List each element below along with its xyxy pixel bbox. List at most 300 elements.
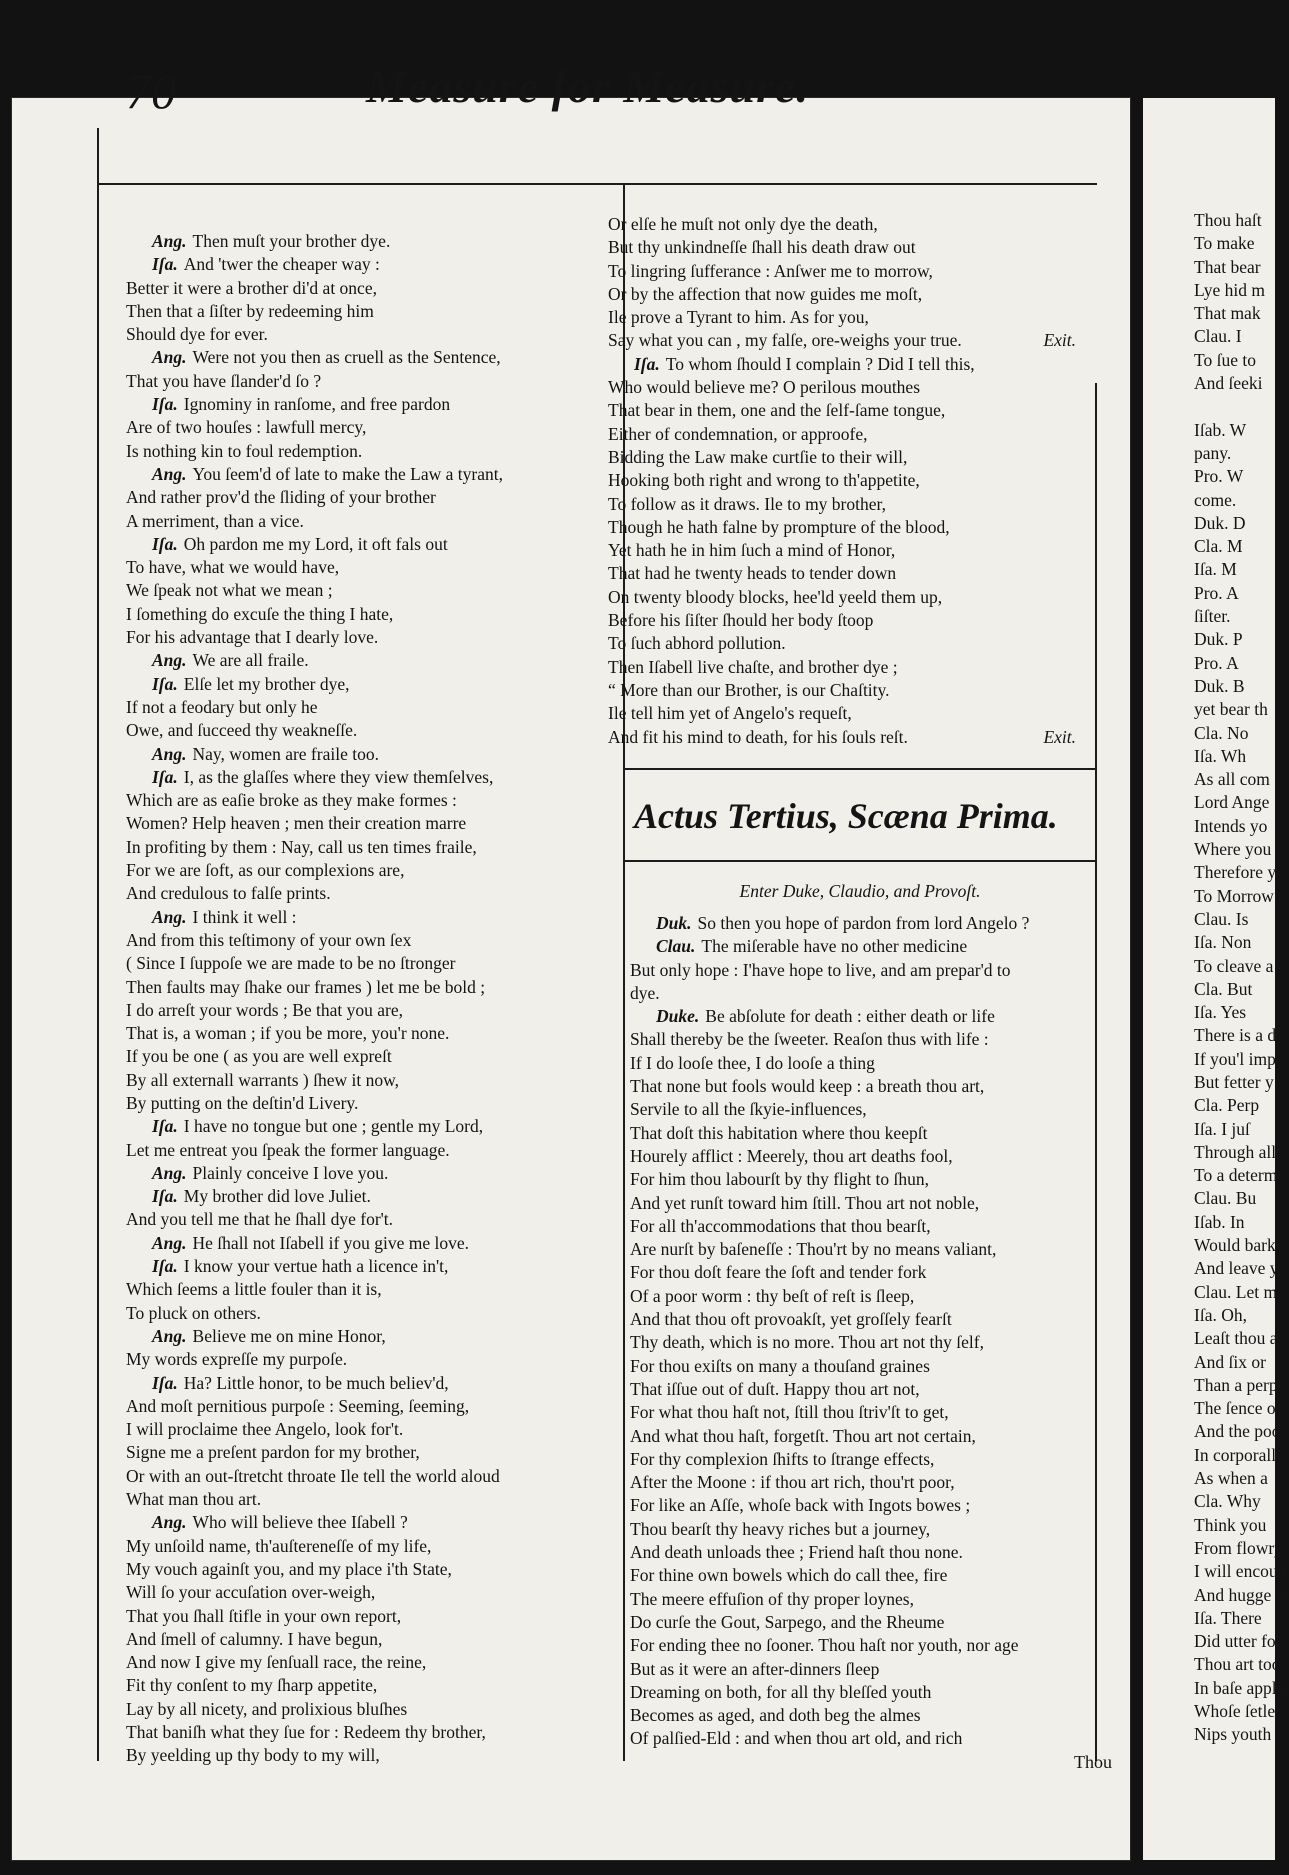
fragment-line: But fetter y	[1194, 1071, 1274, 1092]
line-text: I know your vertue hath a licence in't,	[183, 1256, 449, 1277]
text-line	[126, 1698, 503, 1721]
text-line	[126, 1232, 503, 1255]
text-line	[608, 213, 1076, 236]
catchword: Thou	[1074, 1752, 1112, 1772]
column-left	[126, 230, 503, 1768]
line-text: I have no tongue but one ; gentle my Lord,	[183, 1116, 484, 1137]
column-right-top	[608, 213, 1076, 749]
line-text: Or elſe he muſt not only dye the death,	[608, 214, 878, 234]
text-line	[630, 1658, 1100, 1681]
line-text: And rather prov'd the ſliding of your brother	[126, 487, 436, 508]
line-text: I, as the glaſſes where they view themſelves,	[183, 766, 494, 787]
text-line	[126, 1465, 503, 1488]
stage-direction: Enter Duke, Claudio, and Provoſt.	[739, 881, 981, 901]
text-line	[126, 1162, 503, 1185]
page-number: 70	[126, 63, 176, 119]
line-text: I ſomething do excuſe the thing I hate,	[126, 603, 394, 624]
fragment-line: Cla. M	[1194, 536, 1243, 557]
text-line	[126, 603, 503, 626]
line-text: Ile prove a Tyrant to him. As for you,	[608, 307, 869, 328]
text-line	[126, 1302, 503, 1325]
line-text: Thou bearſt thy heavy riches but a journey,	[630, 1518, 931, 1539]
line-text: Signe me a preſent pardon for my brother,	[126, 1442, 420, 1463]
line-text: And that thou oft provoakſt, yet groſſely fearſt	[630, 1309, 952, 1330]
fragment-line: To Morrow	[1194, 885, 1274, 906]
line-text: That is, a woman ; if you be more, you'r none.	[126, 1023, 450, 1044]
text-line	[126, 1045, 503, 1068]
text-line	[126, 253, 503, 276]
text-line	[126, 230, 503, 253]
text-line	[126, 1069, 503, 1092]
fragment-line: Duk. D	[1194, 512, 1246, 533]
text-line	[126, 556, 503, 579]
line-text: For all th'accommodations that thou bearſt,	[630, 1215, 931, 1236]
fragment-line: Thou haſt	[1194, 210, 1262, 230]
text-line	[608, 353, 1076, 376]
text-line	[630, 1122, 1100, 1145]
text-line	[608, 306, 1076, 329]
fragment-line: Duk. P	[1194, 629, 1243, 650]
text-line	[126, 1674, 503, 1697]
text-line	[630, 1285, 1100, 1308]
fragment-line: Intends yo	[1194, 815, 1268, 836]
text-line	[630, 1704, 1100, 1727]
fragment-line: Pro. A	[1194, 652, 1239, 673]
line-text: Of a poor worm : thy beſt of reſt is ſleep,	[630, 1285, 915, 1306]
header-rule	[97, 183, 1097, 185]
line-text: Yet hath he in him ſuch a mind of Honor,	[608, 540, 896, 561]
line-text: What man thou art.	[126, 1489, 262, 1510]
fragment-line: Did utter for	[1194, 1631, 1282, 1652]
line-text: Ha? Little honor, to be much believ'd,	[183, 1372, 449, 1393]
text-line	[630, 1378, 1100, 1401]
text-line	[630, 1588, 1100, 1611]
exit-direction: Exit.	[1043, 726, 1076, 747]
speaker-label: Ang.	[152, 231, 187, 251]
line-text: Then that a ſiſter by redeeming him	[126, 300, 374, 321]
fragment-line: Iſa. Oh,	[1194, 1304, 1247, 1325]
fragment-line: To make	[1194, 233, 1255, 254]
text-line	[126, 1278, 503, 1301]
line-text: Fit thy conſent to my ſharp appetite,	[126, 1675, 378, 1696]
line-text: So then you hope of pardon from lord Angelo ?	[697, 913, 1030, 933]
line-text: Nay, women are fraile too.	[192, 743, 379, 764]
line-text: But only hope : I'have hope to live, and am prepar'd to	[630, 959, 1011, 980]
text-line	[608, 726, 1076, 749]
fragment-line: Than a perpe	[1194, 1374, 1286, 1395]
text-line	[630, 1075, 1100, 1098]
fragment-line: Leaſt thou a	[1194, 1328, 1278, 1349]
line-text: Be abſolute for death : either death or life	[705, 1006, 995, 1027]
text-line	[126, 882, 503, 905]
line-text: By all externall warrants ) ſhew it now,	[126, 1069, 399, 1090]
fragment-line: To a determ	[1194, 1165, 1278, 1186]
fragment-line: Lye hid m	[1194, 279, 1265, 300]
text-line	[630, 1471, 1100, 1494]
line-text: By putting on the deſtin'd Livery.	[126, 1092, 359, 1113]
line-text: Plainly conceive I love you.	[192, 1162, 389, 1183]
line-text: Dreaming on both, for all thy bleſſed youth	[630, 1681, 932, 1702]
line-text: Or with an out-ſtretcht throate Ile tell the world aloud	[126, 1465, 500, 1486]
text-line	[126, 999, 503, 1022]
line-text: That iſſue out of duſt. Happy thou art not,	[630, 1378, 920, 1399]
text-line	[126, 1511, 503, 1534]
fragment-line: pany.	[1194, 442, 1232, 463]
line-text: Then muſt your brother dye.	[192, 231, 391, 251]
line-text: I think it well :	[192, 906, 297, 927]
text-line	[126, 1395, 503, 1418]
line-text: Believe me on mine Honor,	[192, 1325, 386, 1346]
line-text: And death unloads thee ; Friend haſt thou none.	[630, 1542, 963, 1563]
text-line	[126, 1092, 503, 1115]
speaker-label: Iſa.	[152, 1186, 178, 1207]
line-text: To follow as it draws. Ile to my brother,	[608, 493, 887, 514]
text-line	[126, 463, 503, 486]
line-text: Then Iſabell live chaſte, and brother dye ;	[608, 656, 898, 677]
text-line	[630, 1518, 1100, 1541]
text-line	[126, 579, 503, 602]
text-line	[630, 1005, 1100, 1028]
text-line	[126, 510, 503, 533]
speaker-label: Iſa.	[152, 254, 178, 275]
text-line	[630, 1028, 1100, 1051]
text-line	[126, 1651, 503, 1674]
speaker-label: Iſa.	[152, 394, 178, 415]
speaker-label: Iſa.	[152, 673, 178, 694]
fragment-line: Iſa. There	[1194, 1607, 1262, 1628]
text-line	[608, 423, 1076, 446]
text-line	[126, 440, 503, 463]
text-line	[126, 300, 503, 323]
speaker-label: Ang.	[152, 1232, 187, 1253]
line-text: For thine own bowels which do call thee, fire	[630, 1565, 948, 1586]
text-line	[126, 743, 503, 766]
line-text: My words expreſſe my purpoſe.	[126, 1349, 348, 1370]
line-text: Thy death, which is no more. Thou art not thy ſelf,	[630, 1332, 984, 1353]
line-text: My brother did love Juliet.	[183, 1186, 371, 1207]
text-line	[608, 609, 1076, 632]
fragment-line: Whoſe ſetled	[1194, 1701, 1284, 1721]
page-title: Measure for Measure.	[366, 61, 809, 112]
fragment-line: Pro. A	[1194, 582, 1239, 603]
text-line	[126, 1441, 503, 1464]
line-text: If not a feodary but only he	[126, 696, 318, 717]
fragment-line: And hugge it	[1194, 1584, 1286, 1605]
line-text: That had he twenty heads to tender down	[608, 563, 897, 584]
text-line	[630, 1681, 1100, 1704]
line-text: Servile to all the ſkyie-influences,	[630, 1099, 867, 1120]
text-line	[126, 533, 503, 556]
fragment-line: Through all	[1194, 1141, 1277, 1162]
speaker-label: Ang.	[152, 1325, 187, 1346]
text-line	[630, 959, 1100, 982]
line-text: Say what you can , my falſe, ore-weighs your true.	[608, 330, 962, 351]
fragment-line: Cla. No	[1194, 722, 1249, 743]
text-line	[126, 1535, 503, 1558]
text-line	[126, 1372, 503, 1395]
line-text: dye.	[630, 982, 660, 1003]
line-text: For thou exiſts on many a thouſand graines	[630, 1355, 930, 1376]
text-line	[608, 399, 1076, 422]
text-line	[126, 952, 503, 975]
text-line	[630, 1261, 1100, 1284]
fragment-line	[1194, 395, 1289, 418]
line-text: Ile tell him yet of Angelo's requeſt,	[608, 703, 852, 724]
fragment-line: Iſab. In	[1194, 1211, 1245, 1232]
line-text: Should dye for ever.	[126, 324, 268, 345]
text-line	[126, 976, 503, 999]
text-line	[608, 260, 1076, 283]
text-line	[608, 586, 1076, 609]
line-text: And moſt pernitious purpoſe : Seeming, ſeeming,	[126, 1395, 470, 1416]
text-line	[126, 906, 503, 929]
text-line	[630, 1425, 1100, 1448]
text-line	[126, 1115, 503, 1138]
line-text: To lingring ſufferance : Anſwer me to morrow,	[608, 260, 933, 281]
text-line	[630, 1052, 1100, 1075]
line-text: Oh pardon me my Lord, it oft fals out	[183, 533, 448, 554]
line-text: Better it were a brother di'd at once,	[126, 277, 377, 298]
fragment-line: Iſa. M	[1194, 559, 1237, 580]
speaker-label: Ang.	[152, 743, 187, 764]
line-text: That you have ſlander'd ſo ?	[126, 370, 322, 391]
fragment-line: And ſix or	[1194, 1351, 1266, 1372]
text-line	[126, 789, 503, 812]
line-text: For him thou labourſt by thy flight to ſhun,	[630, 1169, 929, 1190]
text-line	[126, 1628, 503, 1651]
fragment-line: Iſa. Yes	[1194, 1002, 1247, 1023]
line-text: We are all fraile.	[192, 650, 309, 671]
fragment-line: To cleave a	[1194, 955, 1274, 976]
text-line	[608, 656, 1076, 679]
line-text: Who will believe thee Iſabell ?	[192, 1512, 408, 1533]
line-text: That you ſhall ſtifle in your own report,	[126, 1605, 402, 1626]
line-text: And from this teſtimony of your own ſex	[126, 929, 412, 950]
text-line	[608, 493, 1076, 516]
text-line	[608, 329, 1076, 352]
line-text: For thou doſt feare the ſoft and tender fork	[630, 1262, 927, 1283]
line-text: For ending thee no ſooner. Thou haſt nor youth, nor age	[630, 1635, 1019, 1656]
line-text: Is nothing kin to foul redemption.	[126, 440, 363, 461]
line-text: On twenty bloody blocks, hee'ld yeeld them up,	[608, 586, 943, 607]
fragment-line: Clau. Is	[1194, 908, 1249, 929]
exit-direction: Exit.	[1043, 330, 1076, 351]
text-line	[126, 277, 503, 300]
fragment-line: Iſa. Non	[1194, 932, 1252, 953]
line-text: Let me entreat you ſpeak the former language.	[126, 1139, 450, 1160]
text-line	[608, 446, 1076, 469]
fragment-line: Thou art too	[1194, 1654, 1281, 1675]
fragment-line: Duk. B	[1194, 675, 1245, 696]
text-line	[630, 1564, 1100, 1587]
line-text: You ſeem'd of late to make the Law a tyrant,	[192, 463, 503, 484]
line-text: Will ſo your accuſation over-weigh,	[126, 1582, 376, 1603]
line-text: If you be one ( as you are well expreſt	[126, 1046, 392, 1067]
text-line	[630, 1098, 1100, 1121]
line-text: Shall thereby be the ſweeter. Reaſon thus with life :	[630, 1029, 989, 1050]
text-line	[126, 719, 503, 742]
column-right-bottom	[630, 912, 1100, 1751]
speaker-label: Clau.	[656, 936, 696, 957]
text-line	[126, 1185, 503, 1208]
line-text: Bidding the Law make curtſie to their will,	[608, 446, 908, 467]
line-text: Elſe let my brother dye,	[183, 673, 350, 694]
speaker-label: Ang.	[152, 1162, 187, 1183]
line-text: Lay by all nicety, and prolixious bluſhes	[126, 1698, 408, 1719]
text-line	[608, 702, 1076, 725]
fragment-line: Lord Ange	[1194, 792, 1270, 813]
fragment-line: Think you	[1194, 1514, 1267, 1535]
left-rule	[97, 128, 99, 1761]
line-text: And fit his mind to death, for his ſouls reſt.	[608, 726, 908, 747]
text-line	[126, 649, 503, 672]
fragment-line: As when a	[1194, 1468, 1268, 1489]
speaker-label: Iſa.	[152, 1116, 178, 1137]
line-text: My unſoild name, th'auſtereneſſe of my life,	[126, 1535, 432, 1556]
fragment-line: Would bark	[1194, 1235, 1276, 1256]
text-line	[630, 1192, 1100, 1215]
line-text: And ſmell of calumny. I have begun,	[126, 1628, 383, 1649]
line-text: Which are as eaſie broke as they make formes :	[126, 790, 457, 811]
text-line	[630, 982, 1100, 1005]
line-text: For like an Aſſe, whoſe back with Ingots bowes ;	[630, 1495, 971, 1516]
speaker-label: Ang.	[152, 347, 187, 368]
line-text: But as it were an after-dinners ſleep	[630, 1658, 880, 1679]
fragment-line: I will encoun	[1194, 1561, 1287, 1582]
line-text: The miſerable have no other medicine	[701, 936, 968, 957]
text-line	[126, 393, 503, 416]
text-line	[630, 1611, 1100, 1634]
fragment-line: Where you	[1194, 839, 1272, 860]
line-text: Were not you then as cruell as the Sentence,	[192, 347, 501, 368]
text-line	[126, 1348, 503, 1371]
text-line	[608, 516, 1076, 539]
fragment-line: Therefore y	[1194, 862, 1277, 883]
line-text: For thy complexion ſhifts to ſtrange effects,	[630, 1448, 935, 1469]
text-line	[608, 236, 1076, 259]
text-line	[630, 1238, 1100, 1261]
fragment-line: And ſeeki	[1194, 373, 1263, 394]
speaker-label: Duke.	[656, 1006, 700, 1027]
act-rule-bottom	[625, 860, 1095, 862]
line-text: “ More than our Brother, is our Chaſtity.	[608, 679, 890, 700]
text-line	[126, 1558, 503, 1581]
text-line	[126, 486, 503, 509]
speaker-label: Ang.	[152, 906, 187, 927]
fragment-line: Iſa. I juſ	[1194, 1118, 1250, 1139]
text-line	[126, 1255, 503, 1278]
fragment-line: There is a d	[1194, 1025, 1277, 1046]
line-text: A merriment, than a vice.	[126, 510, 304, 531]
line-text: And yet runſt toward him ſtill. Thou art not noble,	[630, 1192, 980, 1213]
line-text: The meere effuſion of thy proper loynes,	[630, 1588, 914, 1609]
fragment-line: That mak	[1194, 303, 1261, 324]
line-text: And you tell me that he ſhall dye for't.	[126, 1209, 394, 1230]
text-line	[630, 912, 1100, 935]
fragment-line: Clau. I	[1194, 326, 1242, 347]
line-text: Women? Help heaven ; men their creation marre	[126, 813, 467, 834]
fragment-line: Pro. W	[1194, 466, 1244, 487]
text-line	[608, 469, 1076, 492]
line-text: That bear in them, one and the ſelf-ſame tongue,	[608, 400, 946, 421]
fragment-line: come.	[1194, 489, 1237, 510]
fragment-line: Clau. Let m	[1194, 1281, 1278, 1302]
text-line	[126, 696, 503, 719]
text-line	[126, 1581, 503, 1604]
fragment-line: Iſa. Wh	[1194, 745, 1247, 766]
line-text: Or by the affection that now guides me moſt,	[608, 283, 923, 304]
line-text: And 'twer the cheaper way :	[183, 254, 380, 275]
line-text: For we are ſoft, as our complexions are,	[126, 860, 405, 881]
text-line	[126, 673, 503, 696]
line-text: That none but fools would keep : a breath thou art,	[630, 1076, 985, 1097]
speaker-label: Ang.	[152, 1512, 187, 1533]
act-rule-top	[625, 768, 1095, 770]
text-line	[608, 283, 1076, 306]
text-line	[608, 376, 1076, 399]
line-text: To pluck on others.	[126, 1302, 261, 1323]
text-line	[126, 1721, 503, 1744]
text-line	[126, 416, 503, 439]
text-line	[630, 1541, 1100, 1564]
text-line	[608, 679, 1076, 702]
text-line	[608, 632, 1076, 655]
text-line	[630, 1634, 1100, 1657]
text-line	[126, 1325, 503, 1348]
line-text: Which ſeems a little fouler than it is,	[126, 1279, 382, 1300]
fragment-line: Cla. Perp	[1194, 1095, 1260, 1116]
right-page-text	[1194, 209, 1289, 1747]
text-line	[630, 1727, 1100, 1750]
text-line	[630, 1448, 1100, 1471]
act-heading: Actus Tertius, Scæna Prima.	[634, 796, 1058, 836]
fragment-line: ſiſter.	[1194, 606, 1231, 627]
speaker-label: Iſa.	[634, 353, 660, 374]
text-line	[126, 1139, 503, 1162]
fragment-line: That bear	[1194, 256, 1261, 277]
text-line	[126, 346, 503, 369]
line-text: Owe, and ſucceed thy weakneſſe.	[126, 720, 358, 741]
text-line	[126, 370, 503, 393]
fragment-line: If you'l imp	[1194, 1048, 1276, 1069]
line-text: To have, what we would have,	[126, 557, 340, 578]
line-text: Before his ſiſter ſhould her body ſtoop	[608, 610, 874, 631]
text-line	[126, 812, 503, 835]
line-text: After the Moone : if thou art rich, thou'rt poor,	[630, 1472, 955, 1493]
text-line	[126, 929, 503, 952]
text-line	[126, 1022, 503, 1045]
line-text: I do arreſt your words ; Be that you are,	[126, 999, 404, 1020]
line-text: We ſpeak not what we mean ;	[126, 580, 333, 601]
fragment-line: Nips youth i'	[1194, 1724, 1284, 1745]
text-line	[630, 1215, 1100, 1238]
line-text: To whom ſhould I complain ? Did I tell this,	[665, 353, 975, 374]
line-text: By yeelding up thy body to my will,	[126, 1745, 380, 1766]
text-line	[126, 626, 503, 649]
line-text: For what thou haſt not, ſtill thou ſtriv'ſt to get,	[630, 1402, 949, 1423]
line-text: ( Since I ſuppoſe we are made to be no ſtronger	[126, 953, 456, 974]
speaker-label: Iſa.	[152, 766, 178, 787]
line-text: And what thou haſt, forgetſt. Thou art not certain,	[630, 1425, 976, 1446]
fragment-line: From flowry	[1194, 1537, 1283, 1558]
fragment-line: Clau. Bu	[1194, 1188, 1257, 1209]
text-line	[630, 935, 1100, 958]
speaker-label: Iſa.	[152, 533, 178, 554]
line-text: Of palſied-Eld : and when thou art old, and rich	[630, 1728, 963, 1749]
text-line	[126, 1418, 503, 1441]
line-text: Ignominy in ranſome, and free pardon	[183, 394, 451, 415]
line-text: Are nurſt by baſeneſſe : Thou'rt by no means valiant,	[630, 1239, 997, 1260]
